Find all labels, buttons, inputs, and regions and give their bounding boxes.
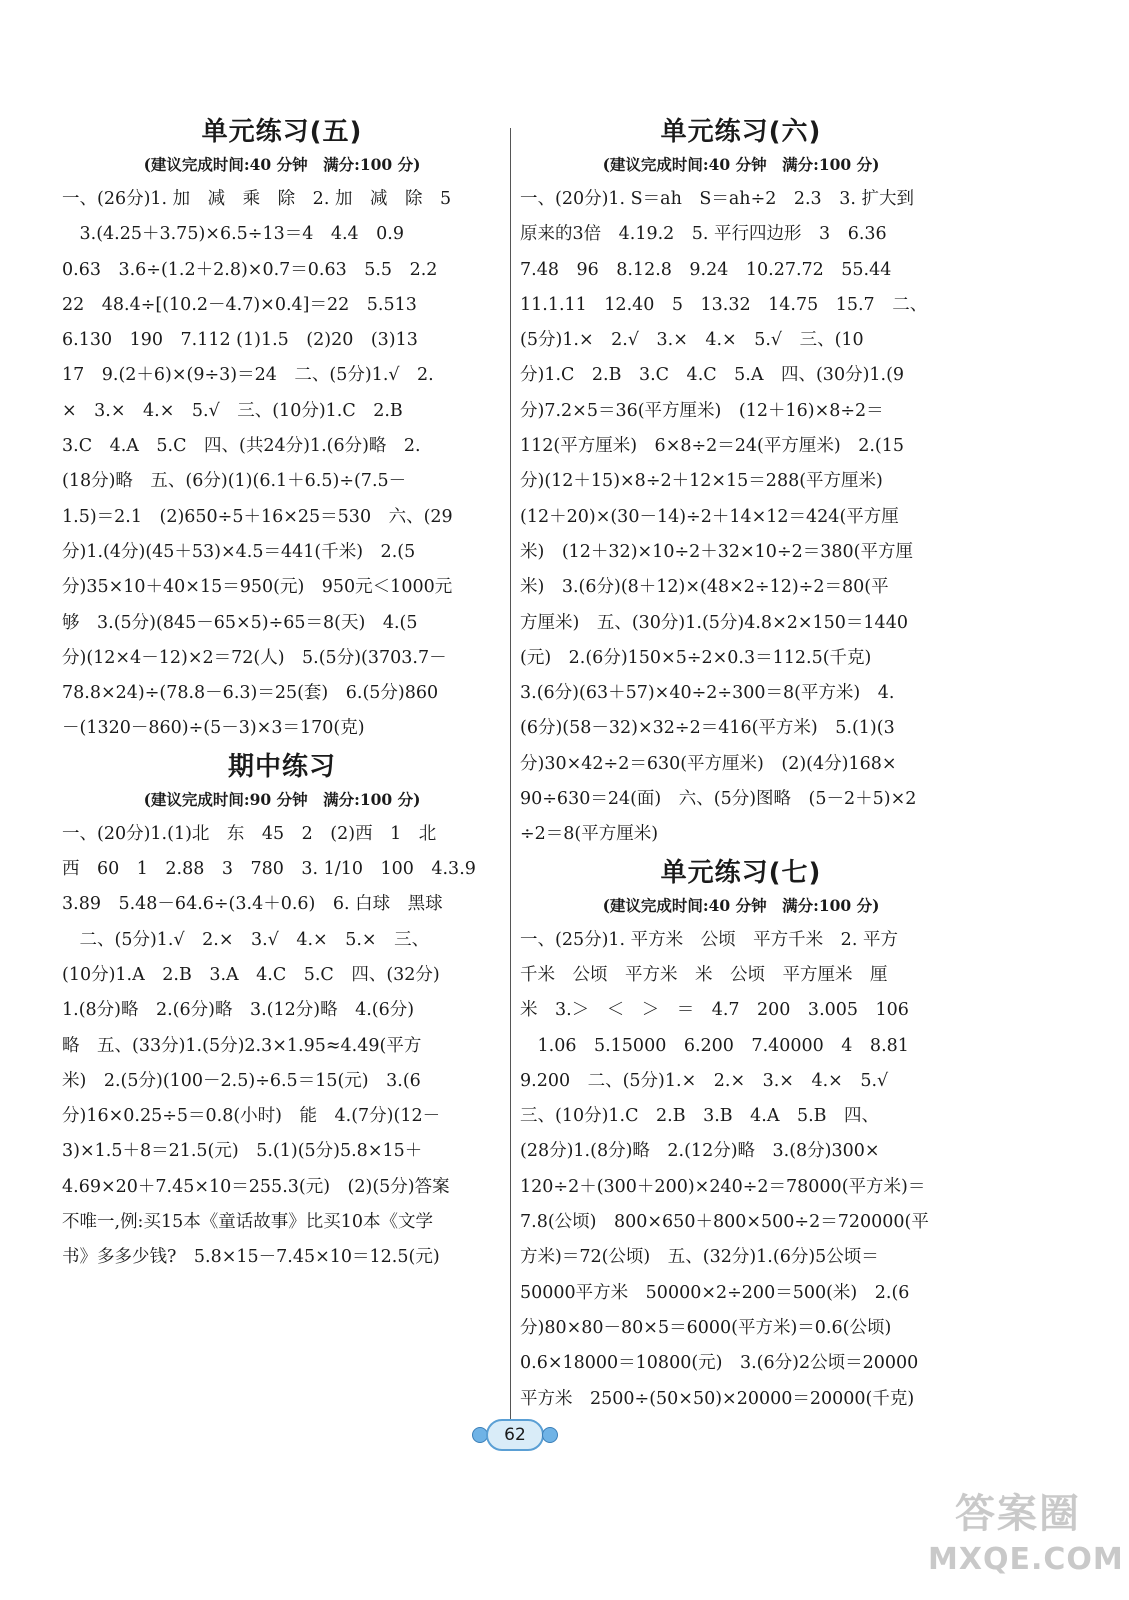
answer-line: 分)(12＋15)×8÷2＋12×15＝288(平方厘米) (520, 471, 883, 492)
section-title: 单元练习(六) (660, 117, 822, 147)
answer-line: 112(平方厘米) 6×8÷2＝24(平方厘米) 2.(15 (520, 436, 904, 457)
answer-line: 22 48.4÷[(10.2－4.7)×0.4]＝22 5.513 (62, 294, 417, 315)
bubble-icon (542, 1427, 558, 1443)
answer-line: 分)16×0.25÷5＝0.8(小时) 能 4.(7分)(12－ (62, 1106, 441, 1127)
answer-line: 3.89 5.48－64.6÷(3.4＋0.6) 6. 白球 黑球 (62, 894, 443, 915)
answer-line: 4.69×20＋7.45×10＝255.3(元) (2)(5分)答案 (62, 1176, 450, 1197)
answer-line: 6.130 190 7.112 (1)1.5 (2)20 (3)13 (62, 330, 418, 351)
answer-lines (520, 182, 962, 853)
answer-line: (18分)略 五、(6分)(1)(6.1＋6.5)÷(7.5－ (62, 471, 407, 492)
answer-line: (28分)1.(8分)略 2.(12分)略 3.(8分)300× (520, 1141, 880, 1162)
section-subtitle: (建议完成时间:40 分钟 满分:100 分) (602, 895, 880, 915)
answer-line: 一、(26分)1. 加 减 乘 除 2. 加 减 除 5 (62, 189, 452, 209)
section-subtitle: (建议完成时间:90 分钟 满分:100 分) (143, 789, 421, 809)
answer-line: (5分)1.× 2.√ 3.× 4.× 5.√ 三、(10 (520, 330, 864, 351)
answer-line: 米) 3.(6分)(8＋12)×(48×2÷12)÷2＝80(平 (520, 577, 889, 598)
answer-line: 9.200 二、(5分)1.× 2.× 3.× 4.× 5.√ (520, 1070, 889, 1091)
answer-line: 一、(25分)1. 平方米 公顷 平方千米 2. 平方 (520, 929, 898, 950)
answer-line: 分)35×10＋40×15＝950(元) 950元＜1000元 (62, 577, 453, 598)
answer-lines (520, 923, 962, 1417)
answer-line: 1.5)＝2.1 (2)650÷5＋16×25＝530 六、(29 (62, 506, 453, 527)
watermark (928, 1488, 1124, 1588)
answer-line: 1.06 5.15000 6.200 7.40000 4 8.81 (520, 1035, 909, 1056)
column-divider (510, 128, 511, 1423)
answer-line: 78.8×24)÷(78.8－6.3)＝25(套) 6.(5分)860 (62, 683, 439, 704)
section-midterm (62, 747, 502, 1276)
answer-line: 方厘米) 五、(30分)1.(5分)4.8×2×150＝1440 (520, 612, 908, 633)
answer-line: 平方米 2500÷(50×50)×20000＝20000(千克) (520, 1388, 915, 1409)
answer-line: (元) 2.(6分)150×5÷2×0.3＝112.5(千克) (520, 647, 872, 668)
watermark-logo: 答案圈 (955, 1491, 1081, 1537)
section-unit-5 (62, 112, 502, 747)
answer-line: 3.(4.25＋3.75)×6.5÷13＝4 4.4 0.9 (62, 224, 405, 245)
section-subtitle: (建议完成时间:40 分钟 满分:100 分) (602, 155, 880, 174)
page-number-badge (470, 1415, 560, 1457)
answer-lines (62, 182, 502, 747)
answer-line: 方米)＝72(公顷) 五、(32分)1.(6分)5公顷＝ (520, 1247, 879, 1268)
left-column (62, 112, 502, 1276)
answer-line: 略 五、(33分)1.(5分)2.3×1.95≈4.49(平方 (62, 1035, 422, 1056)
answer-line: 分)80×80－80×5＝6000(平方米)＝0.6(公顷) (520, 1317, 892, 1338)
answer-line: 不唯一,例:买15本《童话故事》比买10本《文学 (62, 1212, 433, 1233)
answer-line: 一、(20分)1. S＝ah S＝ah÷2 2.3 3. 扩大到 (520, 189, 914, 209)
section-title: 期中练习 (227, 751, 336, 782)
answer-line: 17 9.(2＋6)×(9÷3)＝24 二、(5分)1.√ 2. (62, 365, 434, 386)
section-unit-6 (520, 112, 962, 853)
answer-line: 一、(20分)1.(1)北 东 45 2 (2)西 1 北 (62, 823, 437, 844)
answer-line: 120÷2＋(300＋200)×240÷2＝78000(平方米)＝ (520, 1176, 926, 1197)
watermark-url: MXQE.COM (928, 1542, 1124, 1577)
page-number: 62 (486, 1419, 544, 1451)
answer-line: 0.6×18000＝10800(元) 3.(6分)2公顷＝20000 (520, 1353, 919, 1374)
answer-line: 3)×1.5＋8＝21.5(元) 5.(1)(5分)5.8×15＋ (62, 1141, 423, 1162)
answer-line: (6分)(58－32)×32÷2＝416(平方米) 5.(1)(3 (520, 718, 895, 739)
section-title: 单元练习(七) (660, 857, 822, 888)
answer-line: 1.(8分)略 2.(6分)略 3.(12分)略 4.(6分) (62, 1000, 415, 1021)
answer-line: 分)(12×4－12)×2＝72(人) 5.(5分)(3703.7－ (62, 647, 447, 668)
answer-line: 书》多多少钱? 5.8×15－7.45×10＝12.5(元) (62, 1247, 440, 1268)
answer-line: 11.1.11 12.40 5 13.32 14.75 15.7 二、 (520, 294, 928, 315)
answer-line: 西 60 1 2.88 3 780 3. 1/10 100 4.3.9 (62, 859, 476, 880)
answer-line: ÷2＝8(平方厘米) (520, 824, 659, 845)
section-title: 单元练习(五) (201, 117, 363, 147)
answer-line: 50000平方米 50000×2÷200＝500(米) 2.(6 (520, 1282, 910, 1303)
answer-line: 7.8(公顷) 800×650＋800×500÷2＝720000(平 (520, 1212, 929, 1233)
answer-line: × 3.× 4.× 5.√ 三、(10分)1.C 2.B (62, 400, 403, 421)
answer-lines (62, 817, 502, 1276)
answer-line: 0.63 3.6÷(1.2＋2.8)×0.7＝0.63 5.5 2.2 (62, 259, 438, 280)
right-column (520, 112, 962, 1417)
answer-line: (10分)1.A 2.B 3.A 4.C 5.C 四、(32分) (62, 964, 440, 985)
answer-line: 90÷630＝24(面) 六、(5分)图略 (5－2＋5)×2 (520, 789, 917, 810)
answer-line: 分)30×42÷2＝630(平方厘米) (2)(4分)168× (520, 753, 897, 774)
answer-line: 够 3.(5分)(845－65×5)÷65＝8(天) 4.(5 (62, 612, 418, 633)
answer-line: 7.48 96 8.12.8 9.24 10.27.72 55.44 (520, 259, 892, 280)
answer-line: 千米 公顷 平方米 米 公顷 平方厘米 厘 (520, 964, 888, 985)
answer-line: 分)1.(4分)(45＋53)×4.5＝441(千米) 2.(5 (62, 541, 416, 562)
answer-line: 米) 2.(5分)(100－2.5)÷6.5＝15(元) 3.(6 (62, 1070, 421, 1091)
answer-line: 二、(5分)1.√ 2.× 3.√ 4.× 5.× 三、 (62, 929, 430, 950)
section-subtitle: (建议完成时间:40 分钟 满分:100 分) (143, 155, 421, 174)
answer-line: 分)7.2×5＝36(平方厘米) (12＋16)×8÷2＝ (520, 400, 884, 421)
answer-line: 分)1.C 2.B 3.C 4.C 5.A 四、(30分)1.(9 (520, 365, 905, 386)
answer-line: 3.(6分)(63＋57)×40÷2÷300＝8(平方米) 4. (520, 683, 895, 704)
answer-line: 米 3.＞ ＜ ＞ ＝ 4.7 200 3.005 106 (520, 1000, 909, 1021)
answer-line: －(1320－860)÷(5－3)×3＝170(克) (62, 718, 365, 739)
answer-line: 3.C 4.A 5.C 四、(共24分)1.(6分)略 2. (62, 436, 421, 457)
answer-line: 米) (12＋32)×10÷2＋32×10÷2＝380(平方厘 (520, 541, 913, 562)
section-unit-7 (520, 853, 962, 1417)
answer-line: (12＋20)×(30－14)÷2＋14×12＝424(平方厘 (520, 506, 899, 527)
answer-line: 原来的3倍 4.19.2 5. 平行四边形 3 6.36 (520, 224, 887, 245)
answer-line: 三、(10分)1.C 2.B 3.B 4.A 5.B 四、 (520, 1106, 880, 1127)
